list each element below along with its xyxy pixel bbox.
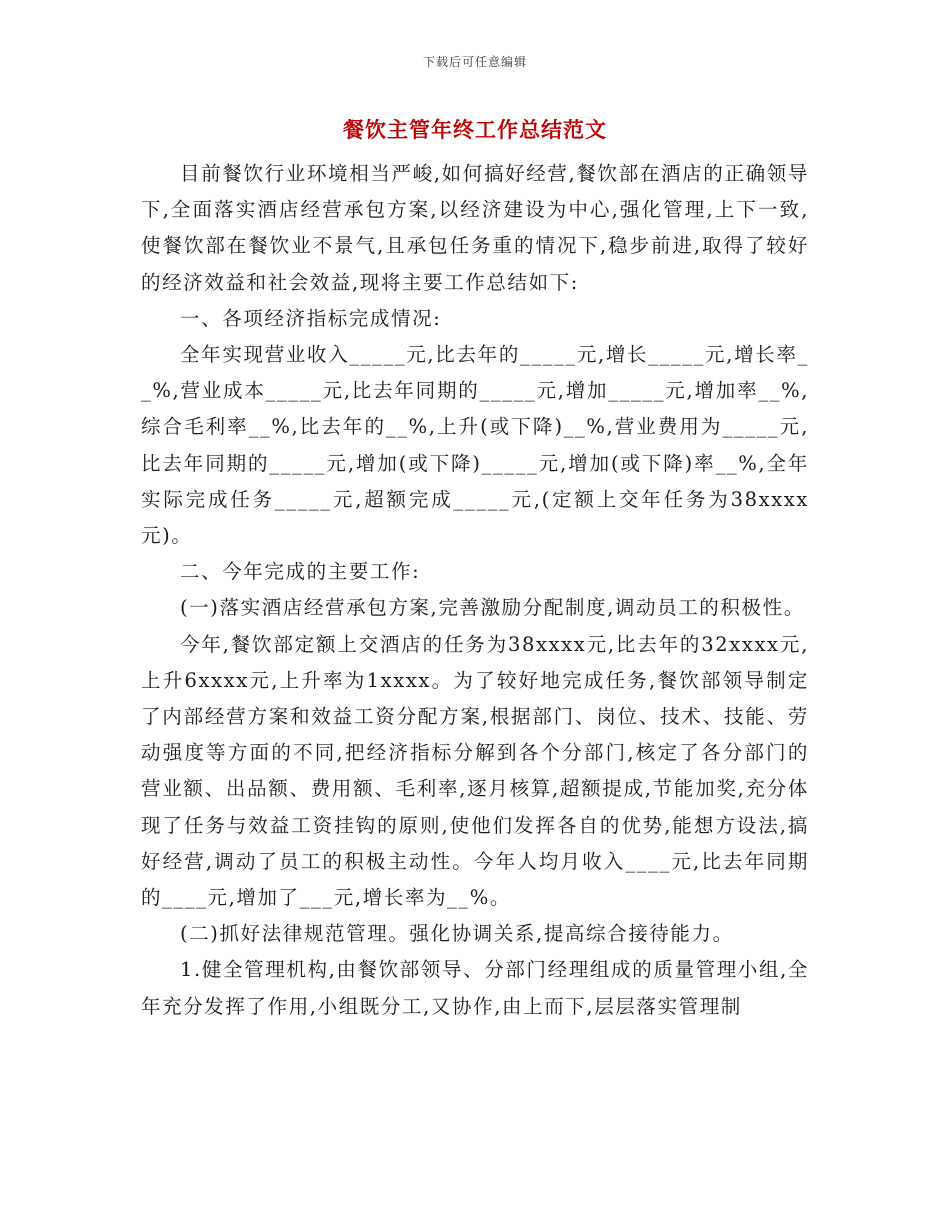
paragraph-management: 1.健全管理机构,由餐饮部领导、分部门经理组成的质量管理小组,全年充分发挥了作用,小组既分工,又协作,由上而下,层层落实管理制 — [141, 958, 809, 1018]
paragraph-indicators: 全年实现营业收入_____元,比去年的_____元,增长_____元,增长率__%,营业成本_____元,比去年同期的_____元,增加_____元,增加率__%,综合毛利率__%,比去年的__%,上升(或下降)__%,营业费用为_____元,比去年同期的_____元,增加(或下降)_____元,增加(或下降)率__%,全年实际完成任务_____元,超额完成_____元,(定额上交年任务为38xxxx元)。 — [141, 343, 809, 548]
subsection-heading-1: (一)落实酒店经营承包方案,完善激励分配制度,调动员工的积极性。 — [180, 596, 805, 620]
paragraph-intro: 目前餐饮行业环境相当严峻,如何搞好经营,餐饮部在酒店的正确领导下,全面落实酒店经营承包方案,以经济建设为中心,强化管理,上下一致,使餐饮部在餐饮业不景气,且承包任务重的情况下,稳步前进,取得了较好的经济效益和社会效益,现将主要工作总结如下: — [141, 162, 809, 294]
document-body — [141, 156, 809, 1025]
paragraph-contract: 今年,餐饮部定额上交酒店的任务为38xxxx元,比去年的32xxxx元,上升6xxxx元,上升率为1xxxx。为了较好地完成任务,餐饮部领导制定了内部经营方案和效益工资分配方案,根据部门、岗位、技术、技能、劳动强度等方面的不同,把经济指标分解到各个分部门,核定了各分部门的营业额、出品额、费用额、毛利率,逐月核算,超额提成,节能加奖,充分体现了任务与效益工资挂钩的原则,使他们发挥各自的优势,能想方设法,搞好经营,调动了员工的积极主动性。今年人均月收入____元,比去年同期的____元,增加了___元,增长率为__%。 — [141, 632, 809, 910]
section-heading-1: 一、各项经济指标完成情况: — [180, 306, 442, 330]
section-heading-2: 二、今年完成的主要工作: — [180, 560, 421, 584]
document-title: 餐饮主管年终工作总结范文 — [343, 117, 607, 142]
subsection-heading-2: (二)抓好法律规范管理。强化协调关系,提高综合接待能力。 — [180, 922, 734, 946]
header-note: 下载后可任意编辑 — [422, 55, 527, 69]
